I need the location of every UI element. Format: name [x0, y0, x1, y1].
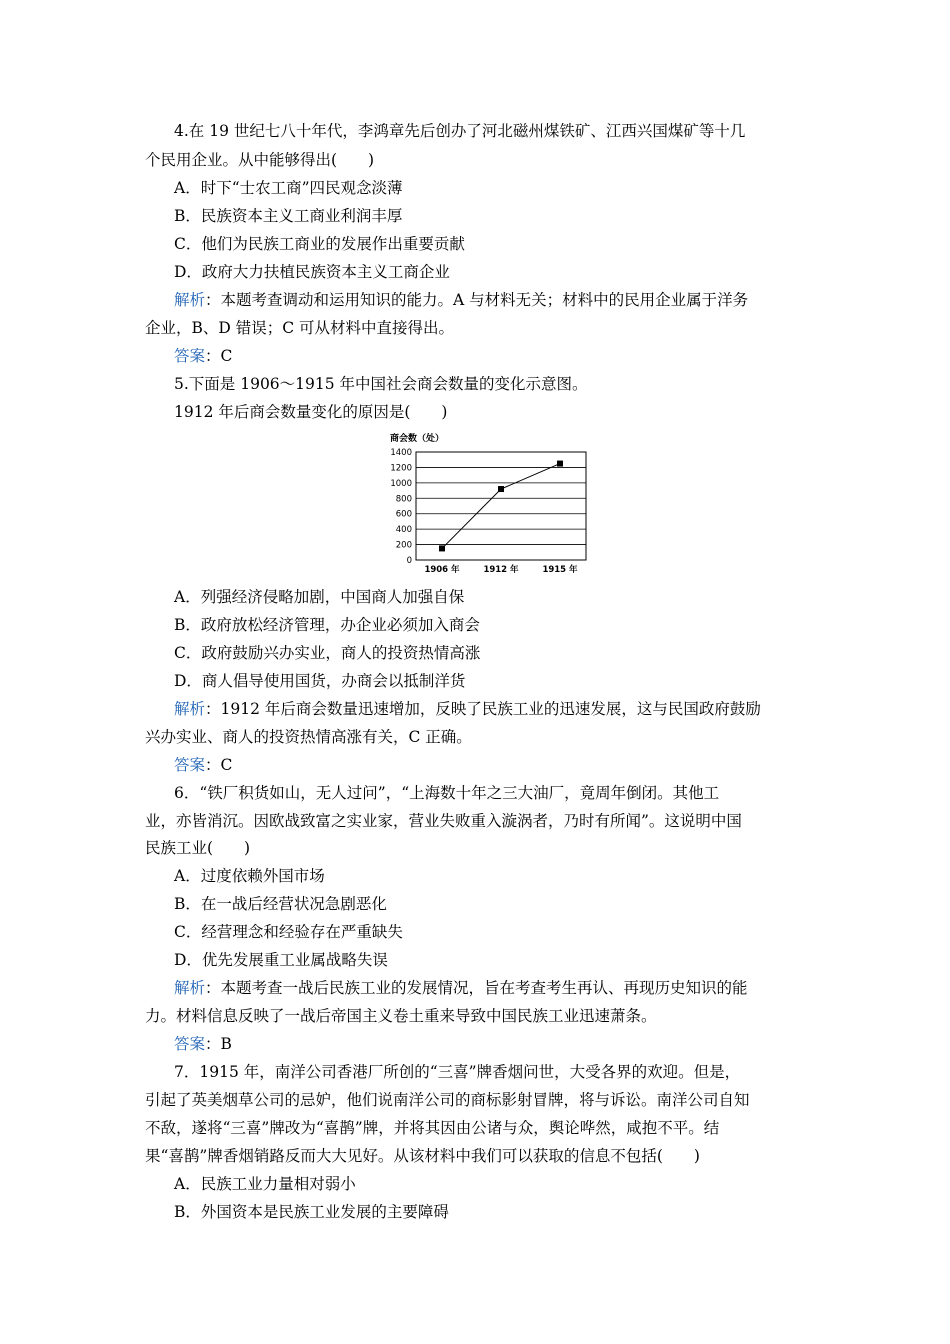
q5-answer-value: ：C [205, 756, 233, 774]
chart-x-tick-label: 1906 年 [424, 565, 460, 575]
chart-y-axis-label: 商会数（处） [390, 434, 445, 444]
chart-x-tick-label: 1912 年 [483, 565, 519, 575]
q4-option-b: B．民族资本主义工商业利润丰厚 [174, 207, 403, 225]
q4-stem-line1: 4.在 19 世纪七八十年代，李鸿章先后创办了河北磁州煤铁矿、江西兴国煤矿等十几 [174, 122, 746, 140]
chart-y-tick-label: 800 [395, 494, 412, 505]
analysis-label: 解析 [174, 700, 206, 718]
q6-analysis-line2: 力。材料信息反映了一战后帝国主义卷土重来导致中国民族工业迅速萧条。 [145, 1007, 657, 1025]
answer-label: 答案 [174, 756, 206, 774]
chart-y-tick-label: 1400 [390, 448, 412, 458]
chart-data-point [498, 486, 504, 492]
q5-stem-line2: 1912 年后商会数量变化的原因是( ) [174, 403, 448, 421]
chart-data-point [557, 461, 563, 467]
q4-analysis-line1 [174, 290, 748, 310]
analysis-label: 解析 [174, 979, 206, 997]
q5-option-d: D．商人倡导使用国货，办商会以抵制洋货 [174, 672, 466, 690]
chart-data-point [439, 545, 445, 551]
q7-option-b: B．外国资本是民族工业发展的主要障碍 [174, 1203, 449, 1221]
q6-answer [174, 1034, 232, 1054]
q6-stem-line1: 6．“铁厂积货如山，无人过问”，“上海数十年之三大油厂，竟周年倒闭。其他工 [174, 784, 720, 802]
chamber-count-line-chart [380, 430, 590, 580]
q6-answer-value: ：B [205, 1035, 232, 1053]
chart-y-tick-label: 600 [395, 509, 412, 520]
q7-stem-line1: 7．1915 年，南洋公司香港厂所创的“三喜”牌香烟问世，大受各界的欢迎。但是， [174, 1063, 741, 1081]
q6-option-a: A．过度依赖外国市场 [174, 867, 325, 885]
chart-series [439, 461, 563, 552]
q6-stem-line3: 民族工业( ) [145, 839, 251, 857]
chart-y-tick-label: 200 [395, 540, 412, 551]
q4-answer [174, 346, 232, 366]
q4-stem-line2: 个民用企业。从中能够得出( ) [145, 151, 375, 169]
chart-plot-frame [416, 452, 586, 560]
chart-series-line [442, 464, 560, 549]
q5-answer [174, 755, 232, 775]
answer-label: 答案 [174, 347, 206, 365]
q5-analysis-text: ：1912 年后商会数量迅速增加，反映了民族工业的迅速发展，这与民国政府鼓励 [205, 700, 761, 718]
q7-stem-line2: 引起了英美烟草公司的忌妒，他们说南洋公司的商标影射冒牌，将与诉讼。南洋公司自知 [145, 1091, 750, 1109]
q7-stem-line4: 果“喜鹊”牌香烟销路反而大大见好。从该材料中我们可以获取的信息不包括( ) [145, 1147, 700, 1165]
q6-option-b: B．在一战后经营状况急剧恶化 [174, 895, 387, 913]
chart-x-tick-label: 1915 年 [542, 565, 578, 575]
q5-analysis-line2: 兴办实业、商人的投资热情高涨有关，C 正确。 [145, 728, 472, 746]
chart-y-ticks [390, 448, 412, 566]
q6-stem-line2: 业，亦皆消沉。因欧战致富之实业家，营业失败重入漩涡者，乃时有所闻”。这说明中国 [145, 812, 742, 830]
q5-analysis-line1 [174, 699, 761, 719]
chart-y-tick-label: 400 [395, 525, 412, 536]
q4-option-a: A．时下“士农工商”四民观念淡薄 [174, 179, 403, 197]
q5-option-b: B．政府放松经济管理，办企业必须加入商会 [174, 616, 480, 634]
q6-option-c: C．经营理念和经验存在严重缺失 [174, 923, 403, 941]
q7-stem-line3: 不敌，遂将“三喜”牌改为“喜鹊”牌，并将其因由公诸与众，舆论哗然，咸抱不平。结 [145, 1119, 720, 1137]
chart-y-tick-label: 1000 [390, 478, 412, 489]
chart-y-tick-label: 1200 [390, 463, 412, 474]
q7-option-a: A．民族工业力量相对弱小 [174, 1175, 356, 1193]
q6-option-d: D．优先发展重工业属战略失误 [174, 951, 388, 969]
answer-label: 答案 [174, 1035, 206, 1053]
q4-option-c: C．他们为民族工商业的发展作出重要贡献 [174, 235, 465, 253]
q4-option-d: D．政府大力扶植民族资本主义工商企业 [174, 263, 450, 281]
analysis-label: 解析 [174, 291, 206, 309]
q5-stem-line1: 5.下面是 1906～1915 年中国社会商会数量的变化示意图。 [174, 375, 588, 393]
q4-analysis-line2: 企业，B、D 错误；C 可从材料中直接得出。 [145, 319, 455, 337]
q6-analysis-line1 [174, 978, 748, 998]
q5-option-c: C．政府鼓励兴办实业，商人的投资热情高涨 [174, 644, 481, 662]
q5-option-a: A．列强经济侵略加剧，中国商人加强自保 [174, 588, 465, 606]
q6-analysis-text: ：本题考查一战后民族工业的发展情况，旨在考查考生再认、再现历史知识的能 [205, 979, 748, 997]
chart-x-ticks [424, 564, 578, 575]
chart-grid [416, 452, 586, 560]
q4-analysis-text: ：本题考查调动和运用知识的能力。A 与材料无关；材料中的民用企业属于洋务 [205, 291, 749, 309]
chart-y-tick-label: 0 [406, 556, 412, 566]
q4-answer-value: ：C [205, 347, 233, 365]
